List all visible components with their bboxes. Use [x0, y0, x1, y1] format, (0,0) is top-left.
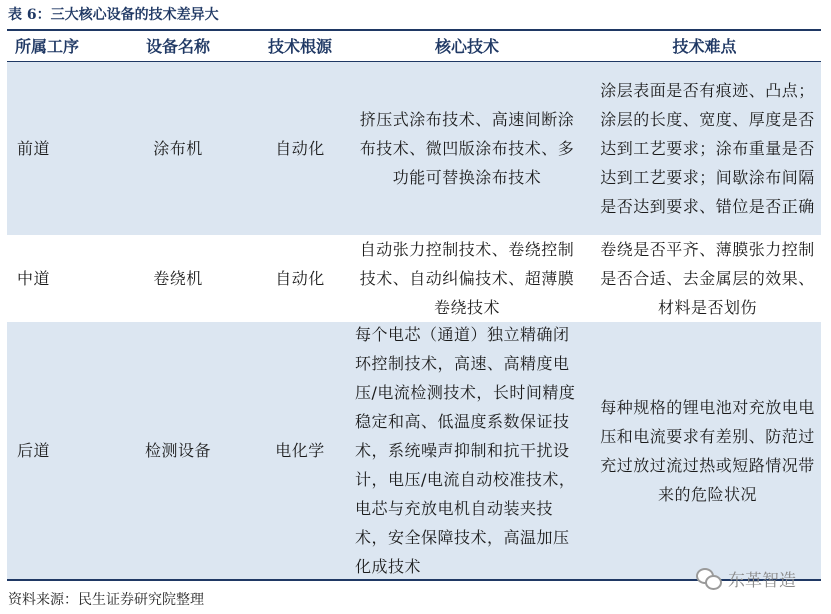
table-caption: 表 6：三大核心设备的技术差异大 [8, 7, 219, 23]
cell-origin: 电化学 [275, 441, 325, 460]
cell-equipment: 涂布机 [153, 139, 203, 158]
difficulty-text: 涂层表面是否有痕迹、凸点；涂层的长度、宽度、厚度是否达到工艺要求；涂布重量是否达到工艺要求；间歇涂布间隔是否达到要求、错位是否正确 [600, 81, 815, 216]
cell-core-tech [346, 62, 588, 235]
cell-origin: 自动化 [275, 269, 325, 288]
cell-stage: 后道 [17, 441, 51, 460]
table-row [7, 235, 821, 322]
core-tech-text: 自动张力控制技术、卷绕控制技术、自动纠偏技术、超薄膜卷绕技术 [359, 240, 575, 317]
cell-stage: 中道 [17, 269, 51, 288]
difficulty-text: 每种规格的锂电池对充放电电压和电流要求有差别、防范过充过放过流过热或短路情况带来的危险状况 [600, 397, 815, 504]
cell-difficulty [588, 62, 821, 235]
table-row [7, 322, 821, 579]
cell-difficulty [588, 322, 821, 579]
cell-equipment: 检测设备 [144, 441, 211, 460]
header-core-tech: 核心技术 [434, 37, 499, 56]
cell-stage: 前道 [17, 139, 51, 158]
cell-equipment: 卷绕机 [153, 269, 203, 288]
core-tech-text: 每个电芯（通道）独立精确闭环控制技术，高速、高精度电压/电流检测技术，长时间精度稳定和高、低温度系数保证技术，系统噪声抑制和抗干扰设计，电压/电流自动校准技术，电芯与充放电机自动装夹技术，安全保障技术，高温加压化成技术 [355, 325, 576, 576]
watermark [696, 566, 796, 591]
cell-core-tech [346, 236, 588, 321]
cell-difficulty [588, 236, 821, 321]
header-difficulty: 技术难点 [672, 37, 737, 56]
watermark-text: 东革智造 [728, 571, 796, 591]
header-origin: 技术根源 [267, 37, 332, 56]
tech-difference-table [7, 30, 821, 579]
difficulty-text: 卷绕是否平齐、薄膜张力控制是否合适、去金属层的效果、材料是否划伤 [600, 240, 815, 317]
table-header-row [7, 30, 821, 61]
cell-origin: 自动化 [275, 139, 325, 158]
header-equipment: 设备名称 [145, 37, 210, 56]
table-row [7, 62, 821, 235]
wechat-icon [696, 568, 722, 590]
source-note: 资料来源：民生证券研究院整理 [8, 592, 204, 608]
core-tech-text: 挤压式涂布技术、高速间断涂布技术、微凹版涂布技术、多功能可替换涂布技术 [359, 110, 575, 187]
cell-core-tech [346, 322, 588, 579]
header-stage: 所属工序 [15, 37, 80, 56]
